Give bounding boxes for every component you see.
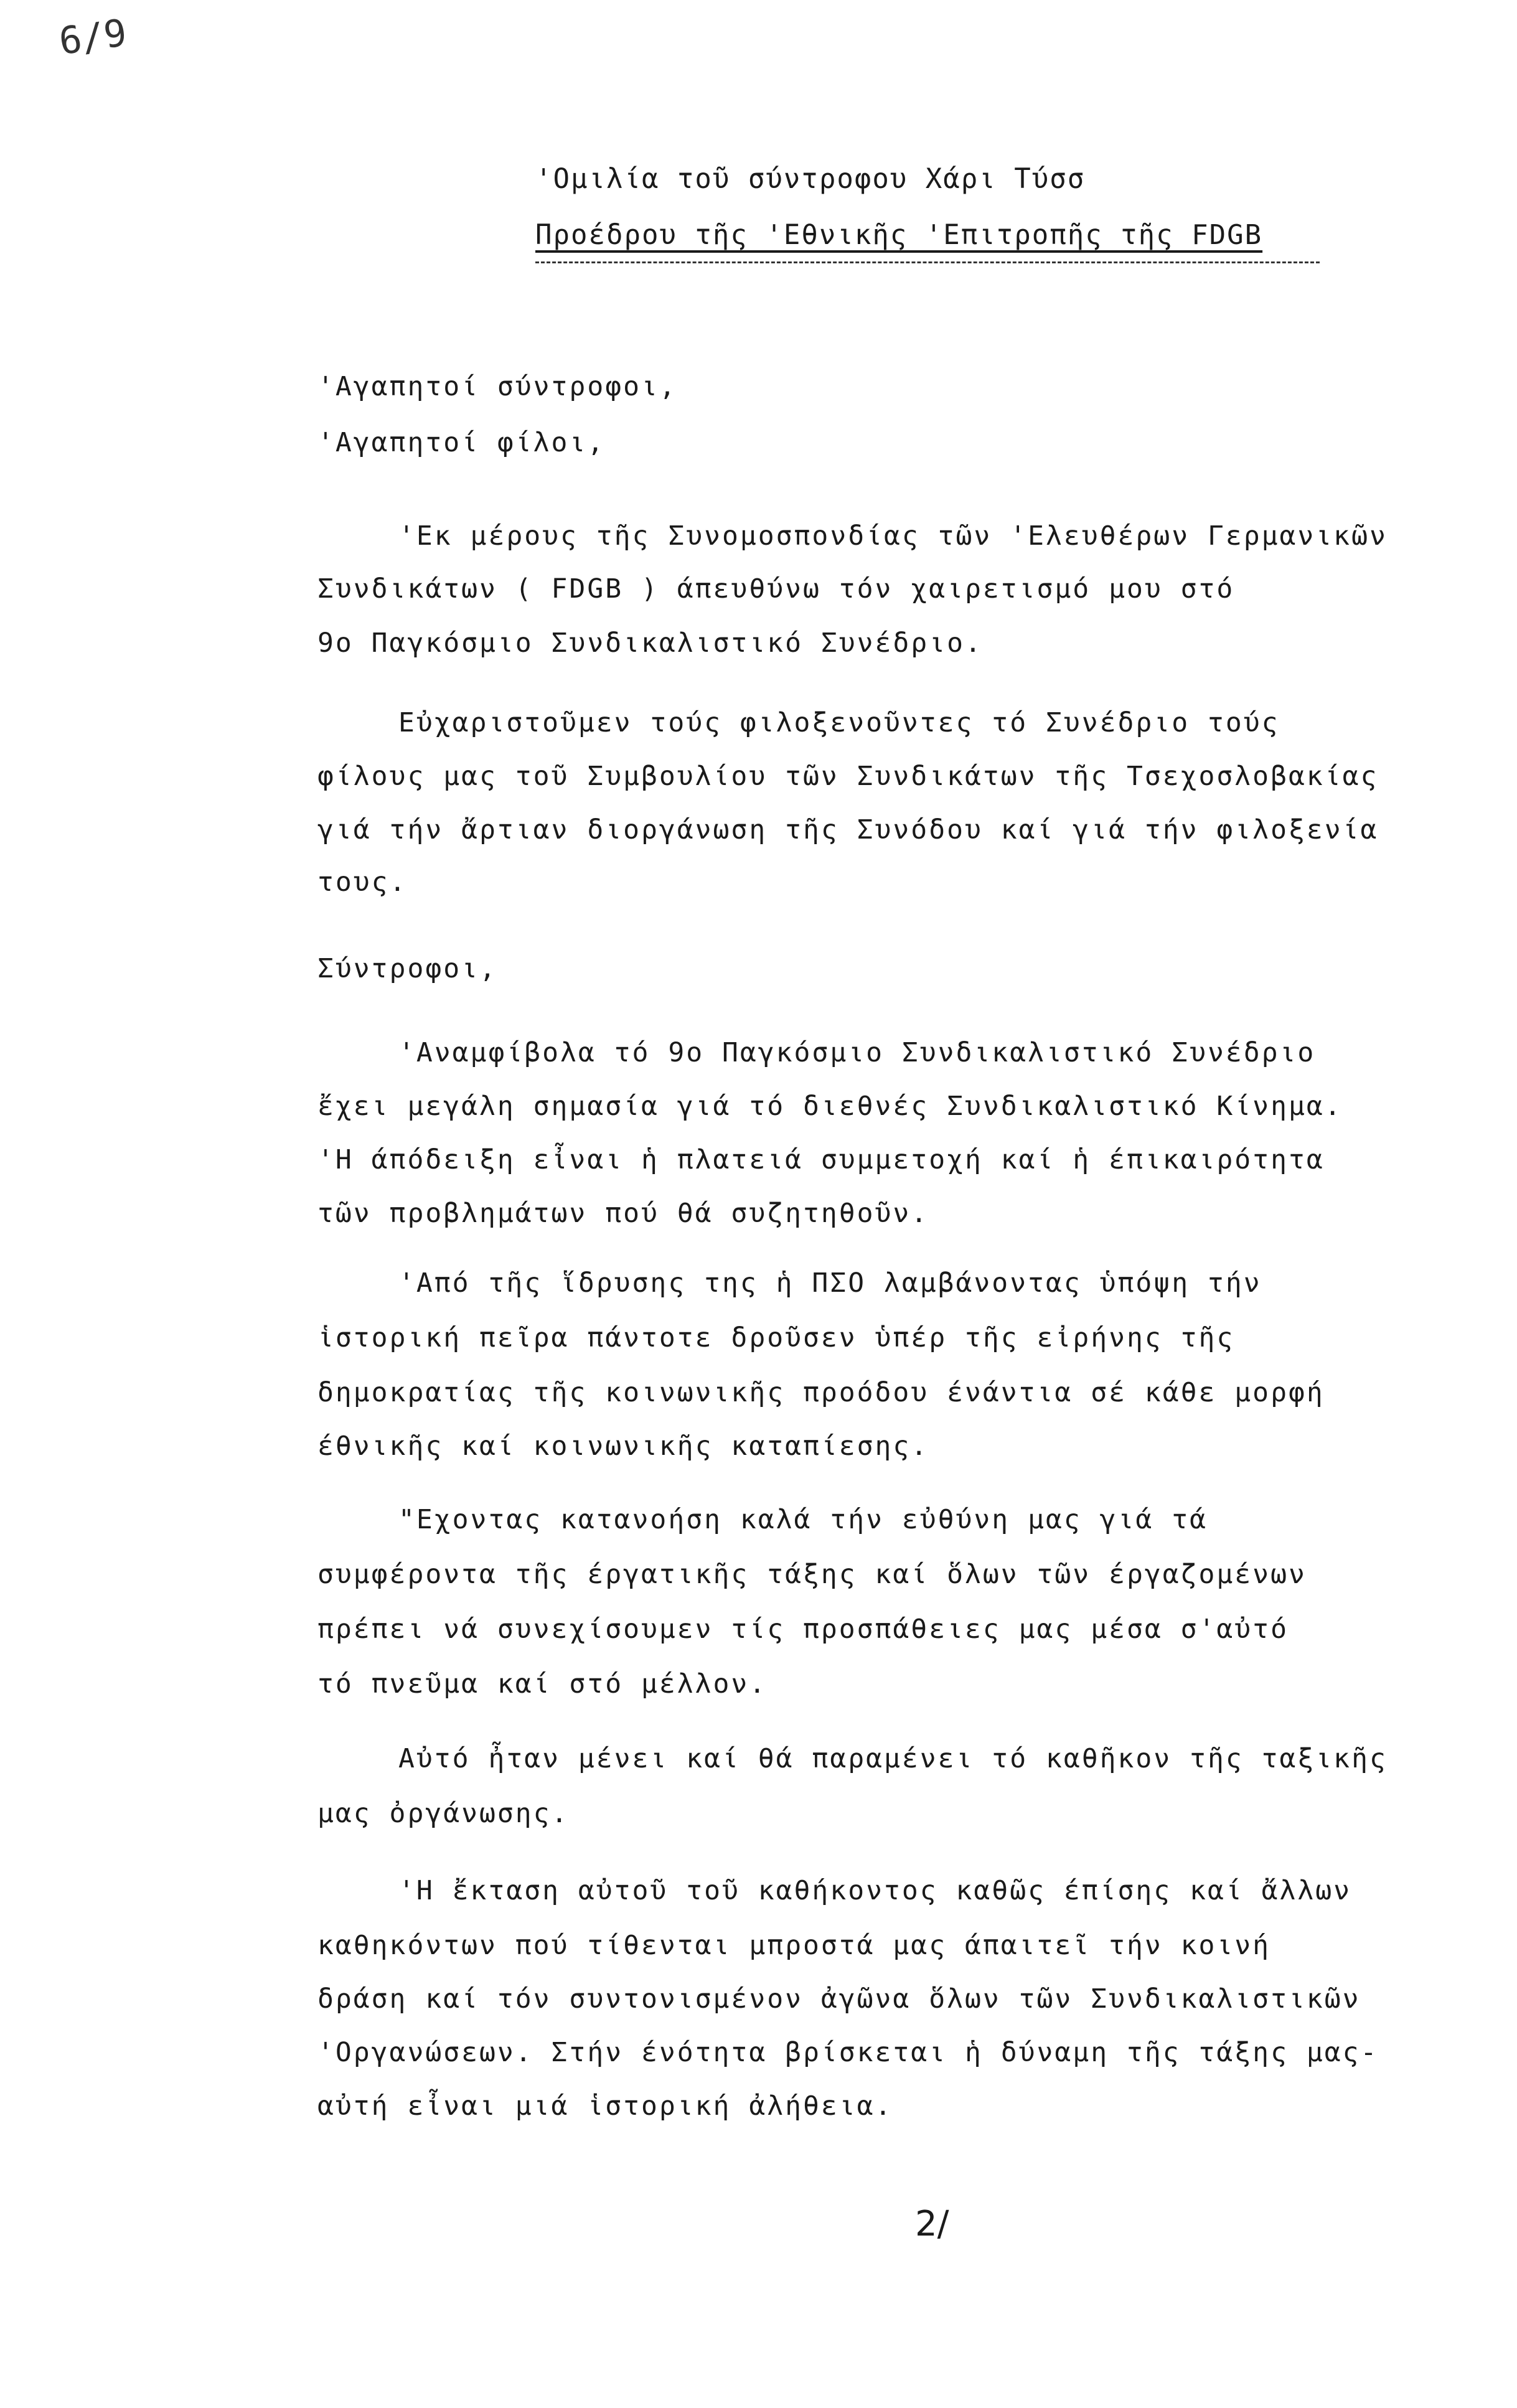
body-line: 'Η άπόδειξη εἶναι ἡ πλατειά συμμετοχή καί ἡ έπικαιρότητα (317, 1144, 1325, 1175)
body-line: έθνικῆς καί κοινωνικῆς καταπίεσης. (317, 1431, 929, 1462)
body-line: δράση καί τόν συντονισμένον ἀγῶνα ὅλων τῶν Συνδικαλιστικῶν (317, 1983, 1361, 2015)
body-line: Συνδικάτων ( FDGB ) άπευθύνω τόν χαιρετισμό μου στό (317, 573, 1235, 604)
handwritten-page-mark: 6/9 (56, 11, 129, 64)
body-line: 9ο Παγκόσμιο Συνδικαλιστικό Συνέδριο. (317, 628, 983, 659)
body-line: ἱστορική πεῖρα πάντοτε δροῦσεν ὑπέρ τῆς εἰρήνης τῆς (317, 1322, 1235, 1353)
body-line: γιά τήν ἄρτιαν διοργάνωση τῆς Συνόδου καί γιά τήν φιλοξενία (317, 814, 1379, 845)
title-underline (535, 261, 1320, 263)
body-line: 'Από τῆς ἵδρυσης της ἡ ΠΣΟ λαμβάνοντας ὑπόψη τήν (398, 1267, 1262, 1299)
body-line: τό πνεῦμα καί στό μέλλον. (317, 1668, 768, 1700)
body-line: Εὐχαριστοῦμεν τούς φιλοξενοῦντες τό Συνέδριο τούς (398, 707, 1280, 738)
body-line: πρέπει νά συνεχίσουμεν τίς προσπάθειες μας μέσα σ'αὐτό (317, 1614, 1289, 1645)
body-line: 'Εκ μέρους τῆς Συνομοσπονδίας τῶν 'Ελευθέρων Γερμανικῶν (398, 520, 1388, 552)
body-line: ἔχει μεγάλη σημασία γιά τό διεθνές Συνδικαλιστικό Κίνημα. (317, 1091, 1343, 1122)
body-line: φίλους μας τοῦ Συμβουλίου τῶν Συνδικάτων τῆς Τσεχοσλοβακίας (317, 761, 1379, 792)
speech-subtitle: Προέδρου τῆς 'Εθνικῆς 'Επιτροπῆς τῆς FDGB (535, 219, 1263, 251)
page-number: 2/ (915, 2204, 949, 2244)
body-line: "Εχοντας κατανοήση καλά τήν εὐθύνη μας γιά τά (398, 1504, 1208, 1535)
body-line: 'Αναμφίβολα τό 9ο Παγκόσμιο Συνδικαλιστικό Συνέδριο (398, 1037, 1316, 1068)
body-line: αὐτή εἶναι μιά ἱστορική ἀλήθεια. (317, 2091, 893, 2122)
body-line: τους. (317, 867, 408, 898)
salutation-line: 'Αγαπητοί φίλοι, (317, 427, 606, 458)
body-line: τῶν προβλημάτων πού θά συζητηθοῦν. (317, 1198, 929, 1229)
body-line: μας ὀργάνωσης. (317, 1798, 570, 1829)
body-line: καθηκόντων πού τίθενται μπροστά μας άπαιτεῖ τήν κοινή (317, 1930, 1271, 1961)
body-line: Αὐτό ἦταν μένει καί θά παραμένει τό καθῆκον τῆς ταξικῆς (398, 1743, 1388, 1774)
salutation-line: 'Αγαπητοί σύντροφοι, (317, 371, 677, 402)
body-line: 'Οργανώσεων. Στήν ένότητα βρίσκεται ἡ δύναμη τῆς τάξης μας- (317, 2037, 1379, 2068)
body-line: 'Η ἔκταση αὐτοῦ τοῦ καθήκοντος καθῶς έπίσης καί ἄλλων (398, 1875, 1352, 1906)
speech-title: 'Ομιλία τοῦ σύντροφου Χάρι Τύσσ (535, 163, 1086, 195)
body-line: συμφέροντα τῆς έργατικῆς τάξης καί ὅλων τῶν έργαζομένων (317, 1559, 1307, 1590)
salutation-line: Σύντροφοι, (317, 953, 497, 984)
body-line: δημοκρατίας τῆς κοινωνικῆς προόδου ένάντια σέ κάθε μορφή (317, 1377, 1325, 1408)
